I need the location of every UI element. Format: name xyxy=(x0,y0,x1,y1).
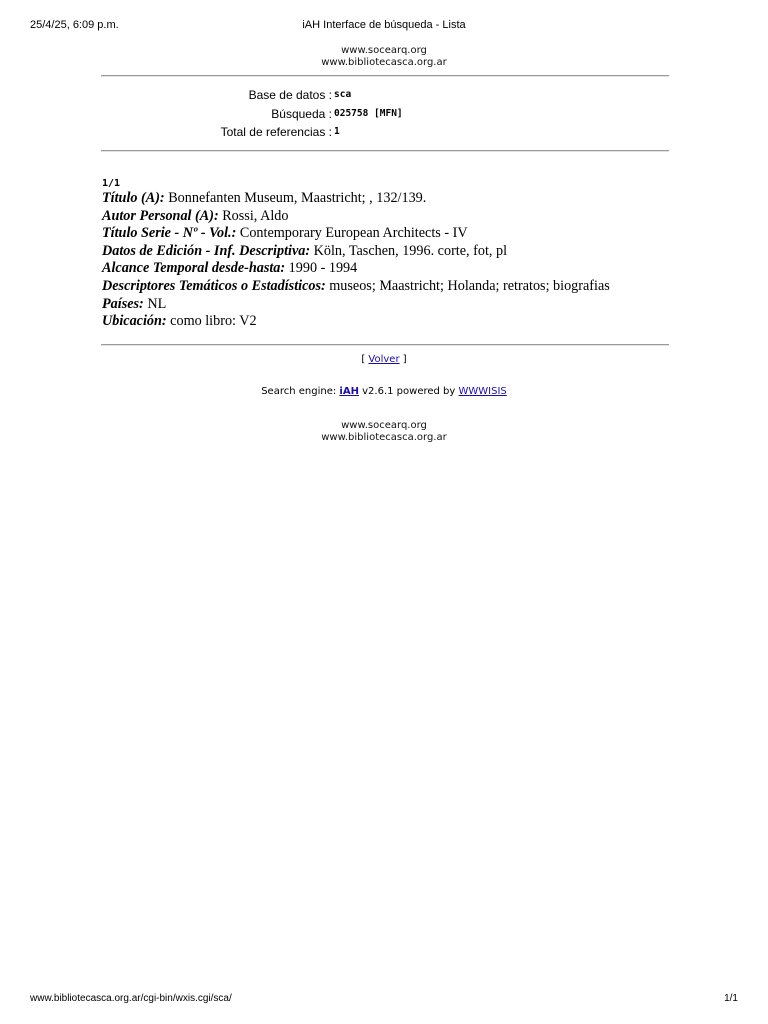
bracket-close: ] xyxy=(402,354,407,365)
field-value: 1990 - 1994 xyxy=(288,260,358,277)
record-field-titulo xyxy=(102,190,682,208)
back-navigation xyxy=(0,354,768,365)
search-info xyxy=(101,88,669,144)
field-value: museos; Maastricht; Holanda; retratos; biografias xyxy=(329,277,610,294)
site-link-bibliotecasca: www.bibliotecasca.org.ar xyxy=(321,432,447,443)
field-value: NL xyxy=(147,295,167,312)
total-label: Total de referencias : xyxy=(220,125,332,139)
record xyxy=(102,178,682,331)
iah-link[interactable]: iAH xyxy=(339,386,359,397)
database-value: sca xyxy=(334,89,352,100)
field-label: Título (A): xyxy=(102,190,165,206)
engine-version: v2.6.1 powered by xyxy=(362,386,456,397)
record-field-paises xyxy=(102,296,682,314)
record-field-ubicacion xyxy=(102,313,682,331)
field-label: Descriptores Temáticos o Estadísticos: xyxy=(102,277,326,294)
print-page-title: iAH Interface de búsqueda - Lista xyxy=(302,19,466,31)
field-label: Alcance Temporal desde-hasta: xyxy=(102,260,286,277)
field-label: Autor Personal (A): xyxy=(102,207,219,224)
database-label: Base de datos : xyxy=(248,88,332,102)
engine-prefix: Search engine: xyxy=(261,386,337,397)
field-label: Países: xyxy=(102,295,144,312)
print-url: www.bibliotecasca.org.ar/cgi-bin/wxis.cgi/sca/ xyxy=(30,993,232,1004)
record-field-autor xyxy=(102,208,682,226)
print-page-number: 1/1 xyxy=(724,993,738,1004)
record-field-serie xyxy=(102,225,682,243)
record-field-descriptores xyxy=(102,278,682,296)
field-value: Köln, Taschen, 1996. corte, fot, pl xyxy=(313,242,508,259)
site-links-top xyxy=(0,45,768,69)
back-link[interactable]: Volver xyxy=(368,354,400,365)
record-counter: 1/1 xyxy=(102,178,121,189)
print-header xyxy=(0,19,768,33)
print-date: 25/4/25, 6:09 p.m. xyxy=(30,19,119,31)
field-value: Rossi, Aldo xyxy=(222,207,289,224)
search-row xyxy=(101,107,669,126)
wwwisis-link[interactable]: WWWISIS xyxy=(458,386,507,397)
site-link-socearq: www.socearq.org xyxy=(341,420,427,431)
field-value: como libro: V2 xyxy=(170,313,257,330)
total-row xyxy=(101,125,669,144)
record-field-edicion xyxy=(102,243,682,261)
divider-middle xyxy=(101,150,669,152)
database-row xyxy=(101,88,669,107)
divider-top xyxy=(101,75,669,77)
field-label: Datos de Edición - Inf. Descriptiva: xyxy=(102,242,311,259)
field-value: Bonnefanten Museum, Maastricht; , 132/139. xyxy=(168,190,427,206)
search-engine-credit xyxy=(0,386,768,397)
field-value: Contemporary European Architects - IV xyxy=(239,225,468,242)
divider-bottom xyxy=(101,344,669,346)
search-label: Búsqueda : xyxy=(271,106,332,121)
site-link-socearq: www.socearq.org xyxy=(341,45,427,56)
site-link-bibliotecasca: www.bibliotecasca.org.ar xyxy=(321,57,447,68)
field-label: Título Serie - Nº - Vol.: xyxy=(102,225,237,242)
search-value: 025758 [MFN] xyxy=(334,107,403,119)
bracket-open: [ xyxy=(361,354,366,365)
record-field-alcance xyxy=(102,260,682,278)
site-links-bottom xyxy=(0,420,768,444)
total-value: 1 xyxy=(334,126,340,137)
field-label: Ubicación: xyxy=(102,313,167,330)
